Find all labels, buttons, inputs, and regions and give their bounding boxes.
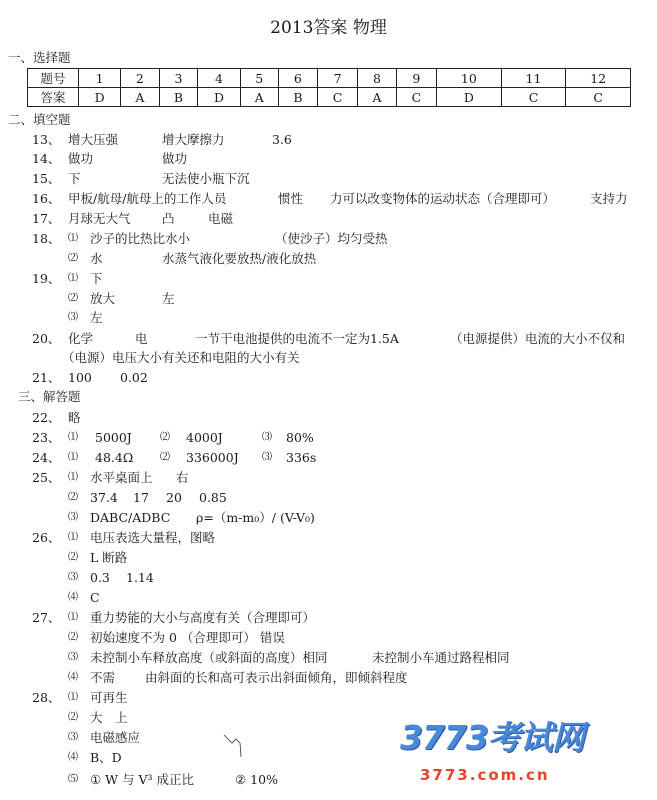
answer-text: 力可以改变物体的运动状态（合理即可） (330, 191, 556, 206)
table-cell-number: 7 (317, 69, 357, 88)
part-label: ⑵ (68, 552, 78, 563)
part-label: ⑵ (160, 432, 170, 443)
table-row (28, 88, 631, 107)
part-label: ⑵ (68, 253, 78, 264)
answer-text: 电磁感应 (90, 730, 141, 745)
part-label: ⑷ (68, 592, 78, 603)
question-number: 28、 (32, 690, 61, 705)
table-cell-answer: B (159, 88, 198, 107)
part-label: ⑵ (68, 632, 78, 643)
answer-text: 左 (90, 310, 103, 325)
question-number: 20、 (32, 331, 61, 346)
watermark-logo: 3773考试网 (400, 718, 584, 757)
answer-text: 100 (68, 370, 92, 385)
section-heading: 三、解答题 (18, 389, 81, 404)
table-cell-answer: D (79, 88, 121, 107)
answer-text: 37.4 (90, 490, 118, 505)
part-label: ⑶ (262, 432, 272, 443)
table-cell-number: 2 (121, 69, 159, 88)
answer-text: 略 (68, 410, 81, 425)
part-label: ⑴ (68, 432, 78, 443)
page-title: 2013答案 物理 (270, 18, 387, 38)
answer-text: 大 上 (90, 710, 128, 725)
answer-text: 重力势能的大小与高度有关（合理即可） (90, 610, 316, 625)
question-number: 22、 (32, 410, 61, 425)
table-cell-answer: C (501, 88, 566, 107)
part-label: ⑵ (160, 452, 170, 463)
question-number: 17、 (32, 211, 61, 226)
table-cell-number: 8 (358, 69, 396, 88)
answer-text: 无法使小瓶下沉 (162, 171, 250, 186)
part-label: ⑶ (68, 312, 78, 323)
answer-text: 未控制小车释放高度（或斜面的高度）相同 (90, 650, 328, 665)
answer-text: 电压表选大量程，图略 (90, 530, 216, 545)
answer-text: 电 (135, 331, 148, 346)
answer-text: 不需 (90, 670, 116, 685)
answer-text: 凸 (162, 211, 175, 226)
part-label: ⑴ (68, 452, 78, 463)
answer-text: DABC/ADBC (90, 510, 171, 525)
part-label: ⑴ (68, 612, 78, 623)
answer-text: 沙子的比热比水小 (90, 231, 191, 246)
answer-text: 甲板/航母/航母上的工作人员 (68, 191, 227, 206)
answer-text: 左 (162, 291, 175, 306)
answer-text: L 断路 (90, 550, 128, 565)
answer-text: 做功 (162, 151, 188, 166)
answer-text: 1.14 (126, 570, 154, 585)
part-label: ⑶ (68, 512, 78, 523)
section-heading: 一、选择题 (8, 50, 71, 65)
answer-text: 水蒸气液化要放热/液化放热 (162, 251, 317, 266)
table-cell-answer: A (121, 88, 159, 107)
part-label: ⑴ (68, 233, 78, 244)
part-label: ⑴ (68, 532, 78, 543)
table-cell-number: 5 (240, 69, 278, 88)
answer-text: 增大摩擦力 (162, 132, 225, 147)
answer-text: 0.85 (199, 490, 227, 505)
table-header: 题号 (28, 69, 79, 88)
table-cell-number: 9 (396, 69, 436, 88)
part-label: ⑶ (262, 452, 272, 463)
part-label: ⑶ (68, 732, 78, 743)
answer-text: 增大压强 (68, 132, 119, 147)
answer-text: 未控制小车通过路程相同 (372, 650, 510, 665)
answer-text: 一节干电池提供的电流不一定为1.5A (195, 331, 399, 346)
table-cell-answer: A (240, 88, 278, 107)
table-cell-answer: B (278, 88, 317, 107)
answer-text: 水平桌面上 (90, 470, 153, 485)
part-label: ⑶ (68, 572, 78, 583)
part-label: ⑷ (68, 752, 78, 763)
table-cell-answer: D (437, 88, 502, 107)
answer-text: B、D (90, 750, 122, 765)
question-number: 26、 (32, 530, 61, 545)
answer-text: 336000J (186, 450, 239, 465)
answer-text: ② 10% (235, 772, 278, 787)
question-number: 23、 (32, 430, 61, 445)
answer-text: 0.3 (90, 570, 110, 585)
question-number: 24、 (32, 450, 61, 465)
answer-text: 0.02 (120, 370, 148, 385)
pen-scribble (222, 733, 252, 763)
table-cell-number: 12 (566, 69, 631, 88)
answer-text: （电源提供）电流的大小不仅和 (450, 331, 626, 346)
table-cell-number: 10 (437, 69, 502, 88)
answer-text: 做功 (68, 151, 94, 166)
table-cell-number: 3 (159, 69, 198, 88)
table-header: 答案 (28, 88, 79, 107)
part-label: ⑵ (68, 293, 78, 304)
answer-text: 336s (286, 450, 317, 465)
answer-text: 支持力 (590, 191, 628, 206)
answer-text: 月球无大气 (68, 211, 131, 226)
part-label: ⑵ (68, 712, 78, 723)
answer-table (27, 68, 631, 107)
part-label: ⑴ (68, 273, 78, 284)
answer-text: 5000J (95, 430, 132, 445)
answer-text: 20 (166, 490, 182, 505)
table-cell-answer: C (317, 88, 357, 107)
answer-text: 48.4Ω (95, 450, 134, 465)
table-cell-number: 1 (79, 69, 121, 88)
part-label: ⑴ (68, 472, 78, 483)
question-number: 15、 (32, 171, 61, 186)
answer-text: 惯性 (278, 191, 304, 206)
watermark-url: 3773.com.cn (420, 766, 550, 784)
answer-text: 4000J (186, 430, 223, 445)
answer-text: 17 (133, 490, 149, 505)
part-label: ⑴ (68, 692, 78, 703)
question-number: 25、 (32, 470, 61, 485)
table-row (28, 69, 631, 88)
table-cell-answer: A (358, 88, 396, 107)
question-number: 18、 (32, 231, 61, 246)
answer-text: 可再生 (90, 690, 128, 705)
table-cell-answer: C (566, 88, 631, 107)
answer-text: 初始速度不为 0 （合理即可） 错误 (90, 630, 285, 645)
part-label: ⑵ (68, 492, 78, 503)
answer-text: 3.6 (272, 132, 292, 147)
part-label: ⑶ (68, 652, 78, 663)
table-cell-number: 11 (501, 69, 566, 88)
question-number: 19、 (32, 271, 61, 286)
table-cell-answer: D (198, 88, 240, 107)
answer-text: （使沙子）均匀受热 (275, 231, 388, 246)
part-label: ⑸ (68, 774, 78, 785)
section-heading: 二、填空题 (8, 112, 71, 127)
answer-text: 由斜面的长和高可表示出斜面倾角，即倾斜程度 (145, 670, 408, 685)
table-cell-number: 6 (278, 69, 317, 88)
table-cell-answer: C (396, 88, 436, 107)
answer-text: 下 (90, 271, 103, 286)
answer-text: ① W 与 V³ 成正比 (90, 772, 194, 787)
part-label: ⑷ (68, 672, 78, 683)
answer-text: 放大 (90, 291, 116, 306)
table-cell-number: 4 (198, 69, 240, 88)
answer-text: C (90, 590, 100, 605)
answer-text: 水 (90, 251, 103, 266)
answer-text: 电磁 (208, 211, 234, 226)
answer-text: 80% (286, 430, 314, 445)
answer-text: 下 (68, 171, 81, 186)
answer-text: 化学 (68, 331, 94, 346)
answer-text: 右 (176, 470, 189, 485)
question-number: 21、 (32, 370, 61, 385)
question-number: 14、 (32, 151, 61, 166)
answer-text: （电源）电压大小有关还和电阻的大小有关 (62, 350, 300, 365)
answer-text: ρ=（m-m₀）/ (V-V₀) (196, 510, 315, 525)
question-number: 27、 (32, 610, 61, 625)
question-number: 16、 (32, 191, 61, 206)
question-number: 13、 (32, 132, 61, 147)
